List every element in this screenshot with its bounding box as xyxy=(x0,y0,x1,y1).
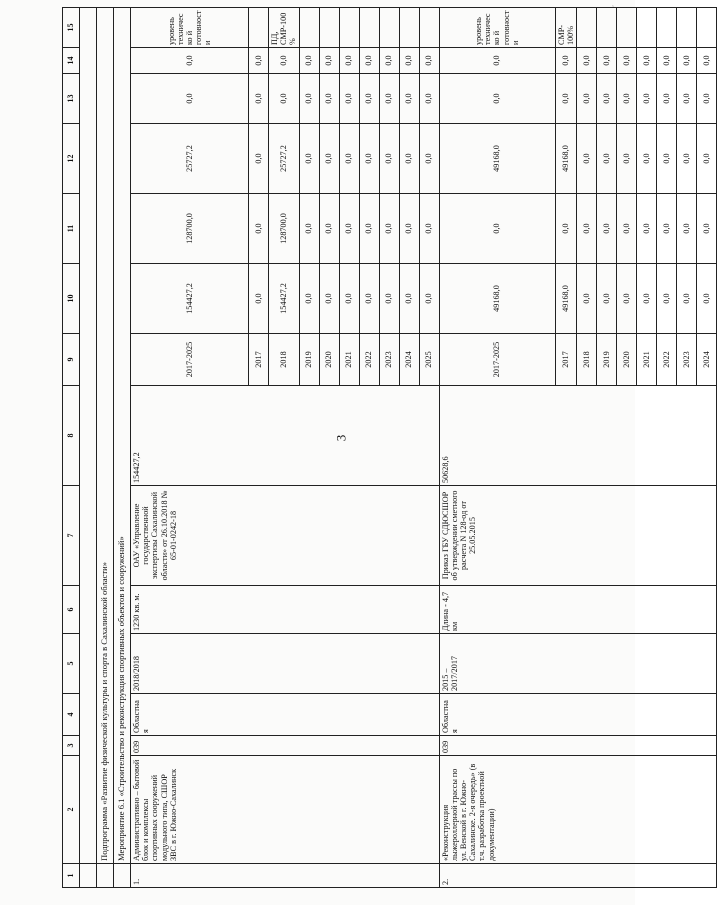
column-number: 7 xyxy=(63,486,80,586)
column-number: 14 xyxy=(63,48,80,74)
value-cell: 0,0 xyxy=(379,48,399,74)
value-cell: 0,0 xyxy=(299,48,319,74)
readiness-cell xyxy=(379,8,399,48)
column-number: 3 xyxy=(63,736,80,756)
readiness-cell xyxy=(299,8,319,48)
value-cell: 0,0 xyxy=(636,264,656,334)
column-number: 6 xyxy=(63,586,80,634)
table-row xyxy=(131,8,249,888)
value-cell: 0,0 xyxy=(419,74,439,124)
column-number: 5 xyxy=(63,634,80,694)
value-cell: 0,0 xyxy=(656,48,676,74)
value-cell: 0,0 xyxy=(319,264,339,334)
column-number: 8 xyxy=(63,386,80,486)
value-cell: 0,0 xyxy=(439,48,555,74)
value-cell: 0,0 xyxy=(616,194,636,264)
value-cell: 0,0 xyxy=(555,74,576,124)
value-cell: 0,0 xyxy=(439,74,555,124)
value-cell: 0,0 xyxy=(299,194,319,264)
value-cell: 0,0 xyxy=(676,194,696,264)
value-cell: 0,0 xyxy=(319,124,339,194)
value-cell: 0,0 xyxy=(249,74,269,124)
value-cell: 0,0 xyxy=(339,264,359,334)
readiness-cell: уровень техническо й готовности xyxy=(439,8,555,48)
object-code: 039 xyxy=(131,736,440,756)
value-cell: 0,0 xyxy=(359,194,379,264)
value-cell: 0,0 xyxy=(299,264,319,334)
value-cell: 154427,2 xyxy=(269,264,300,334)
object-period: 2018/2018 xyxy=(131,634,440,694)
value-cell: 0,0 xyxy=(576,48,596,74)
year-cell: 2020 xyxy=(319,334,339,386)
value-cell: 0,0 xyxy=(576,124,596,194)
value-cell: 0,0 xyxy=(696,48,716,74)
year-cell: 2021 xyxy=(339,334,359,386)
column-number: 15 xyxy=(63,8,80,48)
readiness-cell xyxy=(249,8,269,48)
rotated-table-container xyxy=(62,8,711,888)
measure-row xyxy=(114,8,131,888)
empty-cell xyxy=(97,864,114,888)
year-cell: 2022 xyxy=(656,334,676,386)
value-cell: 154427,2 xyxy=(131,264,249,334)
column-numbers-row xyxy=(63,8,80,888)
value-cell: 0,0 xyxy=(131,48,249,74)
value-cell: 0,0 xyxy=(656,74,676,124)
value-cell: 0,0 xyxy=(249,194,269,264)
object-number: 1. xyxy=(131,864,440,888)
spacer-cell xyxy=(80,864,97,888)
value-cell: 0,0 xyxy=(399,124,419,194)
value-cell: 0,0 xyxy=(616,124,636,194)
value-cell: 0,0 xyxy=(339,124,359,194)
readiness-cell: уровень техническо й готовности xyxy=(131,8,249,48)
object-number: 2. xyxy=(439,864,716,888)
value-cell: 0,0 xyxy=(636,194,656,264)
column-number: 10 xyxy=(63,264,80,334)
value-cell: 0,0 xyxy=(696,124,716,194)
readiness-cell xyxy=(419,8,439,48)
investment-table xyxy=(62,7,717,888)
year-cell: 2017-2025 xyxy=(439,334,555,386)
readiness-cell: СМР- 100% xyxy=(555,8,576,48)
value-cell: 0,0 xyxy=(616,48,636,74)
value-cell: 0,0 xyxy=(656,194,676,264)
value-cell: 0,0 xyxy=(636,74,656,124)
column-number: 9 xyxy=(63,334,80,386)
value-cell: 0,0 xyxy=(131,74,249,124)
value-cell: 0,0 xyxy=(576,264,596,334)
scan-mark: ˢ xyxy=(612,2,614,12)
value-cell: 0,0 xyxy=(636,124,656,194)
value-cell: 25727,2 xyxy=(269,124,300,194)
value-cell: 0,0 xyxy=(596,194,616,264)
value-cell: 49168,0 xyxy=(555,124,576,194)
value-cell: 0,0 xyxy=(596,124,616,194)
subprogram-title: Подпрограмма «Развитие физической культуры и спорта в Сахалинской области» xyxy=(97,8,114,864)
value-cell: 128700,0 xyxy=(131,194,249,264)
value-cell: 0,0 xyxy=(399,74,419,124)
value-cell: 0,0 xyxy=(555,48,576,74)
value-cell: 0,0 xyxy=(555,194,576,264)
object-code: 039 xyxy=(439,736,716,756)
value-cell: 0,0 xyxy=(656,264,676,334)
table-row xyxy=(439,8,555,888)
value-cell: 0,0 xyxy=(319,194,339,264)
value-cell: 0,0 xyxy=(249,264,269,334)
value-cell: 49168,0 xyxy=(555,264,576,334)
value-cell: 49168,0 xyxy=(439,264,555,334)
column-number: 13 xyxy=(63,74,80,124)
value-cell: 0,0 xyxy=(299,74,319,124)
value-cell: 0,0 xyxy=(269,74,300,124)
readiness-cell xyxy=(656,8,676,48)
value-cell: 0,0 xyxy=(359,48,379,74)
value-cell: 0,0 xyxy=(399,194,419,264)
year-cell: 2018 xyxy=(576,334,596,386)
year-cell: 2023 xyxy=(676,334,696,386)
value-cell: 0,0 xyxy=(319,74,339,124)
value-cell: 0,0 xyxy=(359,124,379,194)
readiness-cell xyxy=(636,8,656,48)
value-cell: 0,0 xyxy=(249,124,269,194)
readiness-cell xyxy=(576,8,596,48)
year-cell: 2022 xyxy=(359,334,379,386)
value-cell: 0,0 xyxy=(299,124,319,194)
value-cell: 0,0 xyxy=(359,264,379,334)
value-cell: 0,0 xyxy=(576,74,596,124)
value-cell: 0,0 xyxy=(596,264,616,334)
value-cell: 0,0 xyxy=(419,124,439,194)
value-cell: 0,0 xyxy=(676,48,696,74)
readiness-cell xyxy=(319,8,339,48)
value-cell: 0,0 xyxy=(576,194,596,264)
value-cell: 0,0 xyxy=(636,48,656,74)
value-cell: 0,0 xyxy=(339,194,359,264)
object-capacity: 1230 кв. м. xyxy=(131,586,440,634)
column-number: 12 xyxy=(63,124,80,194)
value-cell: 0,0 xyxy=(419,264,439,334)
value-cell: 0,0 xyxy=(676,264,696,334)
value-cell: 0,0 xyxy=(339,74,359,124)
value-cell: 0,0 xyxy=(676,74,696,124)
value-cell: 0,0 xyxy=(379,264,399,334)
empty-cell xyxy=(114,864,131,888)
value-cell: 0,0 xyxy=(379,124,399,194)
measure-title: Мероприятие 6.1 «Строительство и реконструкция спортивных объектов и сооружений» xyxy=(114,8,131,864)
value-cell: 0,0 xyxy=(399,48,419,74)
value-cell: 0,0 xyxy=(379,194,399,264)
value-cell: 0,0 xyxy=(439,194,555,264)
page-number: 3 xyxy=(333,434,349,442)
readiness-cell xyxy=(339,8,359,48)
value-cell: 0,0 xyxy=(319,48,339,74)
year-cell: 2019 xyxy=(299,334,319,386)
year-cell: 2024 xyxy=(399,334,419,386)
year-cell: 2017 xyxy=(249,334,269,386)
year-cell: 2024 xyxy=(696,334,716,386)
year-cell: 2023 xyxy=(379,334,399,386)
year-cell: 2020 xyxy=(616,334,636,386)
subprogram-row xyxy=(97,8,114,888)
value-cell: 49168,0 xyxy=(439,124,555,194)
readiness-cell: ПД, СМР-100% xyxy=(269,8,300,48)
object-name: Административно – бытовой блок и комплексы спортивных сооружений модульного типа, СШОР ЗВС в г. Южно-Сахалинск xyxy=(131,756,440,864)
object-document: Приказ ГБУ СДЮСШОР об утверждении сметного расчета N 128-од от 25.05.2015 xyxy=(439,486,716,586)
spacer-cell xyxy=(80,8,97,864)
year-cell: 2021 xyxy=(636,334,656,386)
readiness-cell xyxy=(359,8,379,48)
value-cell: 0,0 xyxy=(656,124,676,194)
value-cell: 0,0 xyxy=(676,124,696,194)
readiness-cell xyxy=(696,8,716,48)
object-document: ОАУ «Управление государственной экспертизы Сахалинской области» от 26.10.2018 № 65-01-0242-18 xyxy=(131,486,440,586)
spacer-row xyxy=(80,8,97,888)
value-cell: 0,0 xyxy=(419,194,439,264)
object-ownership: Областна я xyxy=(131,694,440,736)
value-cell: 0,0 xyxy=(696,74,716,124)
value-cell: 0,0 xyxy=(359,74,379,124)
value-cell: 25727,2 xyxy=(131,124,249,194)
readiness-cell xyxy=(596,8,616,48)
column-number: 4 xyxy=(63,694,80,736)
value-cell: 0,0 xyxy=(596,74,616,124)
readiness-cell xyxy=(676,8,696,48)
column-number: 1 xyxy=(63,864,80,888)
object-period: 2015 – 2017/2017 xyxy=(439,634,716,694)
object-cost: 50628,6 xyxy=(439,386,716,486)
year-cell: 2019 xyxy=(596,334,616,386)
value-cell: 0,0 xyxy=(696,194,716,264)
year-cell: 2018 xyxy=(269,334,300,386)
value-cell: 0,0 xyxy=(616,264,636,334)
column-number: 2 xyxy=(63,756,80,864)
value-cell: 0,0 xyxy=(419,48,439,74)
object-cost: 154427,2 xyxy=(131,386,440,486)
value-cell: 0,0 xyxy=(696,264,716,334)
value-cell: 0,0 xyxy=(616,74,636,124)
object-capacity: Длина - 4,7 км xyxy=(439,586,716,634)
value-cell: 0,0 xyxy=(399,264,419,334)
readiness-cell xyxy=(399,8,419,48)
value-cell: 0,0 xyxy=(269,48,300,74)
object-name: «Реконструкция лыжероллерной трассы по ул. Венской в г. Южно-Сахалинске. 2-я очередь» (в т.ч. разработка проектной документации) xyxy=(439,756,716,864)
year-cell: 2017 xyxy=(555,334,576,386)
value-cell: 0,0 xyxy=(596,48,616,74)
object-ownership: Областна я xyxy=(439,694,716,736)
year-cell: 2025 xyxy=(419,334,439,386)
column-number: 11 xyxy=(63,194,80,264)
value-cell: 0,0 xyxy=(249,48,269,74)
value-cell: 0,0 xyxy=(339,48,359,74)
year-cell: 2017-2025 xyxy=(131,334,249,386)
readiness-cell xyxy=(616,8,636,48)
value-cell: 128700,0 xyxy=(269,194,300,264)
value-cell: 0,0 xyxy=(379,74,399,124)
